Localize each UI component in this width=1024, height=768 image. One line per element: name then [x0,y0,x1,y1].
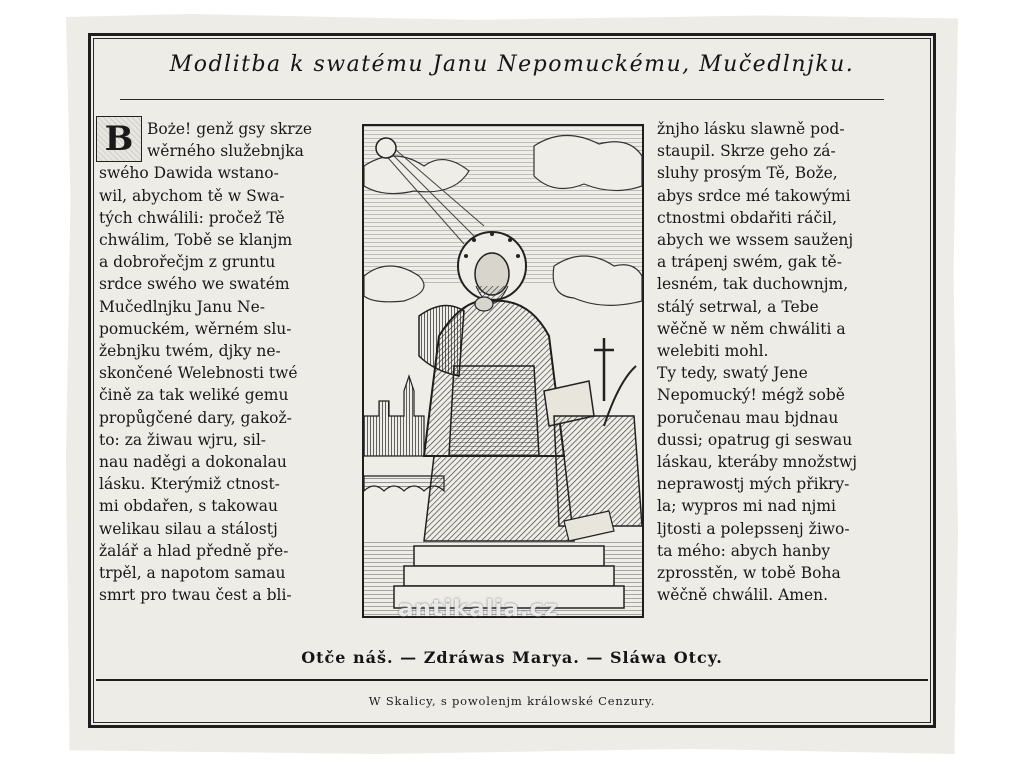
text-line: zprosstěn, w tobě Boha [657,564,841,583]
watermark: antikalia.cz [398,596,559,622]
text-line: skončené Welebnosti twé [99,364,298,383]
text-line: la; wypros mi nad njmi [657,497,837,516]
text-line: srdce swého we swatém [99,275,290,294]
text-line: to: za žiwau wjru, sil- [99,430,267,449]
left-text-column [99,118,351,606]
text-line: čině za tak weliké gemu [99,386,289,405]
text-line: wěčně chwálil. Amen. [657,586,829,605]
text-line: lásku. Kterýmiž ctnost- [99,475,280,494]
text-line: ctnostmi obdařiti ráčil, [657,208,838,227]
text-line: abych we wssem sauženj [657,231,854,250]
text-line: smrt pro twau čest a bli- [99,586,292,605]
text-line: wil, abychom tě w Swa- [99,186,285,205]
saint-engraving [362,124,644,618]
page-title: Modlitba k swatému Janu Nepomuckému, Mučedlnjku. [169,52,855,77]
text-line: žebnjku twém, djky ne- [99,342,281,361]
text-line: nau naděgi a dokonalau [99,453,287,472]
closing-prayers: Otče náš. — Zdráwas Marya. — Sláwa Otcy. [301,648,723,667]
text-line: stálý setrwal, a Tebe [657,297,819,316]
text-line: Nepomucký! mégž sobě [657,386,845,405]
text-line: pomuckém, wěrném slu- [99,319,292,338]
text-line: staupil. Skrze geho zá- [657,142,836,161]
text-line: žnjho lásku slawně pod- [657,120,845,138]
title-rule [120,99,884,100]
text-line: Mučedlnjku Janu Ne- [99,297,265,316]
text-line: welikau silau a stálostj [99,519,278,538]
text-line: tých chwálili: pročež Tě [99,208,285,227]
colophon: W Skalicy, s powolenjm králowské Cenzury. [368,694,656,708]
text-line: a dobrořečjm z gruntu [99,253,276,272]
text-line: žalář a hlad předně pře- [99,541,289,560]
text-line: propůgčené dary, gakož- [99,408,292,427]
bottom-rule [96,679,928,681]
text-line: sluhy prosým Tě, Bože, [657,164,838,183]
text-line: a trápenj swém, gak tě- [657,253,842,272]
text-line: Ty tedy, swatý Jene [657,364,808,383]
initial-letter: B [96,116,142,162]
text-line: lesném, tak duchownjm, [657,275,849,294]
text-line: ta mého: abych hanby [657,541,831,560]
text-line: abys srdce mé takowými [657,186,851,205]
engraving-illustration [364,126,642,616]
text-line: Boże! genž gsy skrze [147,120,313,138]
text-line: wěrného služebnjka [147,142,304,161]
text-line: ljtosti a polepssenj žiwo- [657,519,850,538]
right-text-column [657,118,919,606]
text-line: láskau, kteráby množstwj [657,453,858,472]
text-line: mi obdařen, s takowau [99,497,278,516]
text-line: chwálim, Tobě se klanjm [99,231,293,250]
text-line: wěčně w něm chwáliti a [657,319,846,338]
text-line: poručenau mau bjdnau [657,408,839,427]
text-line: dussi; opatrug gi seswau [657,430,853,449]
text-line: welebiti mohl. [657,342,769,361]
text-line: neprawostj mých přikry- [657,475,850,494]
text-line: trpěl, a napotom samau [99,564,286,583]
text-line: swého Dawida wstano- [99,164,279,183]
